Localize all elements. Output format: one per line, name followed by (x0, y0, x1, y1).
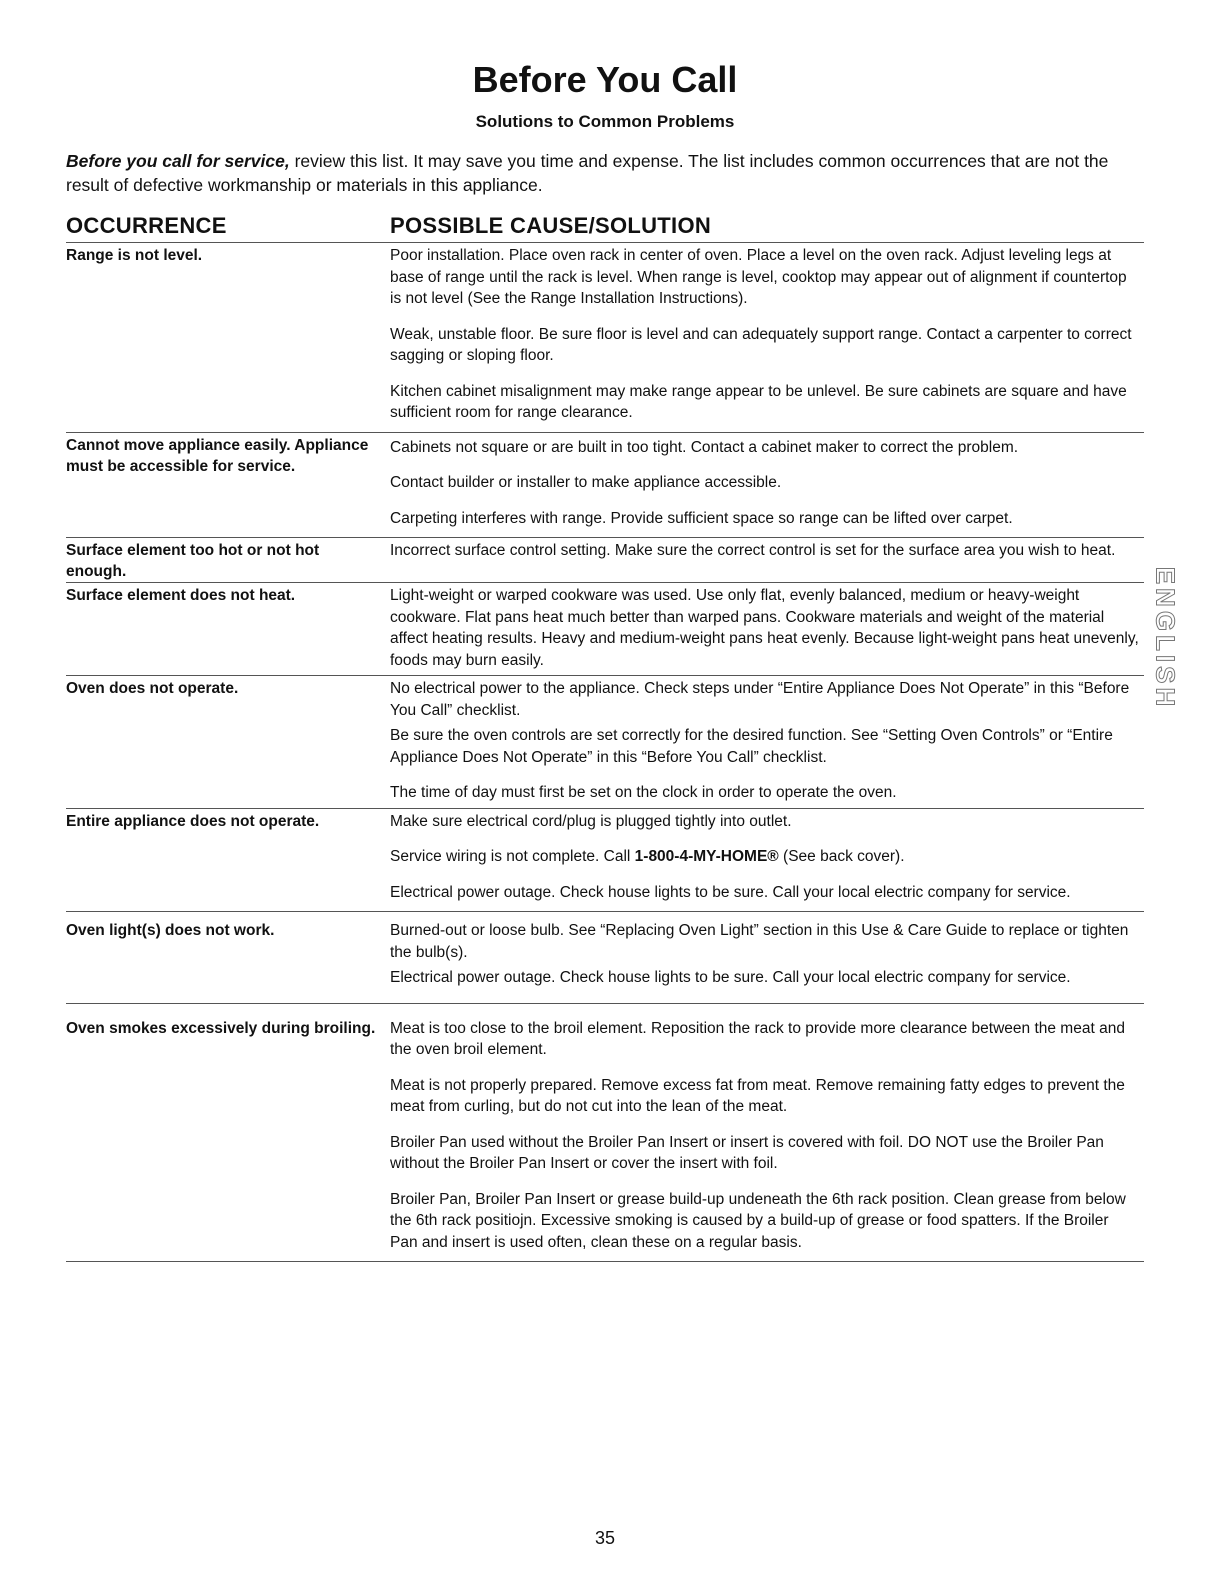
table-row (66, 912, 1144, 1004)
occurrence-cell: Oven does not operate. (66, 680, 239, 697)
occurrence-cell: Entire appliance does not operate. (66, 812, 320, 830)
solution-text: Electrical power outage. Check house lights to be sure. Call your local electric company for service. (390, 883, 1071, 901)
page-number: 35 (594, 1528, 616, 1548)
solution-text: Burned-out or loose bulb. See “Replacing Oven Light” section in this Use & Care Guide to replace or tighten the bulb(s). (390, 922, 1129, 961)
solution-text: Light-weight or warped cookware was used. Use only flat, evenly balanced, medium or heavy-weight cookware. Flat pans heat much better than warped pans. Cookware materials and weight of the material affect heating results. Heavy and medium-weight pans heat evenly. Because light-weight pans heat unevenly, foods may burn easily. (390, 587, 1139, 669)
table-row (66, 538, 1144, 583)
solution-text: Cabinets not square or are built in too tight. Contact a cabinet maker to correct the problem. (390, 438, 1019, 456)
occurrence-cell: Surface element too hot or not hot enough. (66, 542, 320, 580)
occurrence-column-header: OCCURRENCE (66, 213, 227, 238)
solution-cell (390, 811, 1144, 912)
table-row (66, 243, 1144, 433)
solution-cell (390, 245, 1144, 432)
solution-cell (390, 678, 1144, 808)
solution-cell (390, 585, 1144, 675)
occurrence-cell: Cannot move appliance easily. Appliance must be accessible for service. (66, 436, 369, 475)
solution-text: Make sure electrical cord/plug is plugged tightly into outlet. (390, 812, 792, 830)
service-phone-number: 1-800-4-MY-HOME® (634, 848, 779, 865)
occurrence-cell: Range is not level. (66, 247, 203, 264)
troubleshooting-table (66, 242, 1144, 1262)
solution-text: Contact builder or installer to make appliance accessible. (390, 474, 782, 491)
solution-text: Carpeting interferes with range. Provide sufficient space so range can be lifted over carpet. (390, 509, 1013, 527)
service-text-before: Service wiring is not complete. Call (390, 848, 635, 865)
table-row (66, 676, 1144, 809)
solution-text: Broiler Pan, Broiler Pan Insert or grease build-up undeneath the 6th rack position. Clean grease from below the 6th rack positiojn. Excessive smoking is caused by a build-up of grease or food spatters. If the Broiler Pan and insert is used often, clean these on a regular basis. (390, 1190, 1126, 1251)
solution-text: Poor installation. Place oven rack in center of oven. Place a level on the oven rack. Adjust leveling legs at base of range until the rack is level. When range is level, cooktop may appear out of alignment if countertop is not level (See the Range Installation Instructions). (390, 247, 1127, 307)
solution-text: The time of day must first be set on the clock in order to operate the oven. (390, 784, 897, 801)
solution-text: Weak, unstable floor. Be sure floor is level and can adequately support range. Contact a carpenter to correct sagging or sloping floor. (390, 325, 1132, 364)
intro-text: review this list. It may save you time and expense. The list includes common occurrences that are not the result of defective workmanship or materials in this appliance. (66, 151, 1109, 195)
solution-text: Meat is not properly prepared. Remove excess fat from meat. Remove remaining fatty edges to prevent the meat from curling, but do not cut into the lean of the meat. (390, 1076, 1125, 1115)
solution-text: No electrical power to the appliance. Check steps under “Entire Appliance Does Not Operate” in this “Before You Call” checklist. (390, 680, 1130, 719)
service-wiring-text (390, 846, 1140, 868)
intro-lead: Before you call for service, (66, 151, 290, 171)
solution-cell (390, 435, 1144, 538)
solution-column-header: POSSIBLE CAUSE/SOLUTION (390, 213, 712, 238)
solution-cell (390, 914, 1144, 1003)
service-text-after: (See back cover). (778, 848, 905, 865)
solution-text: Electrical power outage. Check house lights to be sure. Call your local electric company for service. (390, 969, 1071, 986)
solution-text: Broiler Pan used without the Broiler Pan Insert or insert is covered with foil. DO NOT use the Broiler Pan without the Broiler Pan Insert or cover the insert with foil. (390, 1133, 1104, 1172)
table-row (66, 1004, 1144, 1263)
page-subtitle: Solutions to Common Problems (475, 112, 735, 131)
table-row (66, 809, 1144, 913)
occurrence-cell: Oven light(s) does not work. (66, 922, 275, 939)
intro-paragraph (66, 149, 1136, 197)
solution-text: Meat is too close to the broil element. Reposition the rack to provide more clearance between the meat and the oven broil element. (390, 1019, 1125, 1058)
solution-text: Kitchen cabinet misalignment may make range appear to be unlevel. Be sure cabinets are square and have sufficient room for range clearance. (390, 382, 1127, 421)
table-row (66, 583, 1144, 676)
occurrence-cell: Oven smokes excessively during broiling. (66, 1019, 376, 1037)
solution-cell (390, 540, 1144, 582)
language-side-tab (1150, 568, 1180, 708)
solution-text: Incorrect surface control setting. Make sure the correct control is set for the surface area you wish to heat. (390, 542, 1116, 559)
page-title: Before You Call (472, 59, 738, 100)
solution-cell (390, 1006, 1144, 1262)
language-label: ENGLISH (1150, 566, 1181, 710)
table-row (66, 433, 1144, 539)
occurrence-cell: Surface element does not heat. (66, 587, 296, 604)
solution-text: Be sure the oven controls are set correctly for the desired function. See “Setting Oven Controls” or “Entire Appliance Does Not Operate” in this “Before You Call” checklist. (390, 727, 1113, 766)
